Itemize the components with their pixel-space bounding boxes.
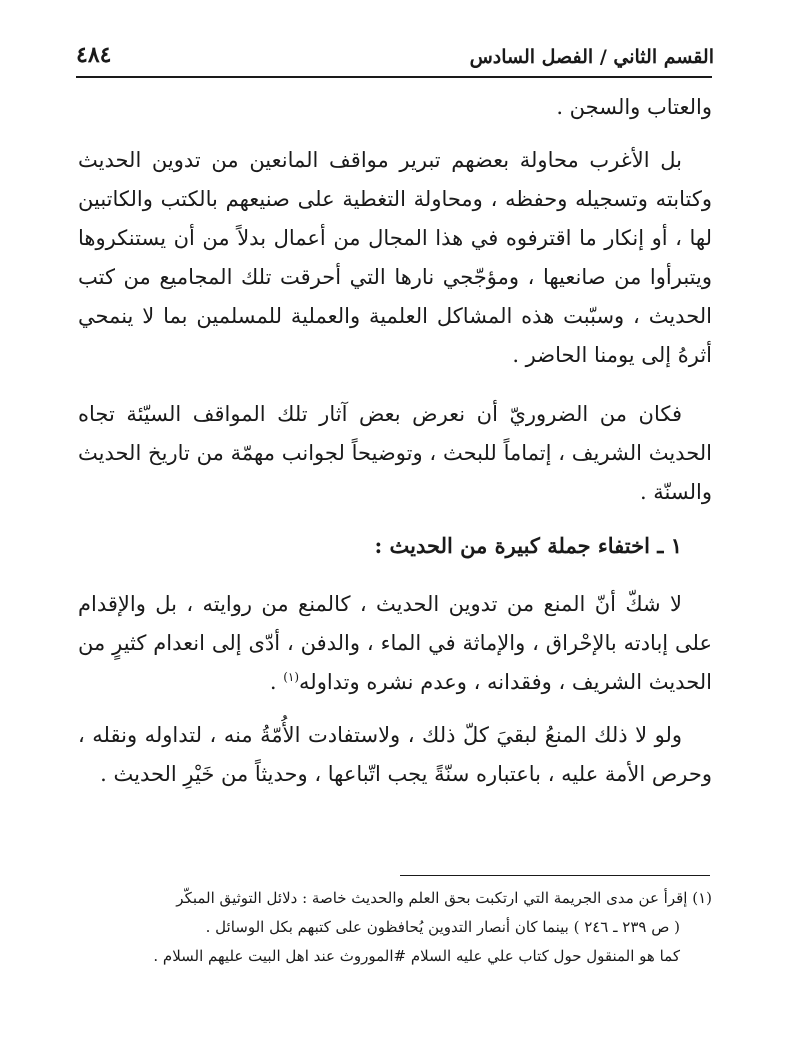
paragraph: فكان من الضروريّ أن نعرض بعض آثار تلك المواقف السيّئة تجاه الحديث الشريف ، إتماماً للبحث ، وتوضيحاً لجوانب مهمّة من تاريخ الحديث والسنّة . <box>78 402 712 504</box>
footnote-rule <box>400 875 710 876</box>
paragraph-text: لا شكّ أنّ المنع من تدوين الحديث ، كالمنع من روايته ، بل والإقدام على إبادته بالإحْراق ، والإماثة في الماء ، والدفن ، أدّى إلى انعدام كثيرٍ من الحديث الشريف ، وفقدانه ، وعدم نشره وتداوله <box>78 592 712 694</box>
running-head <box>76 30 714 68</box>
body-text <box>78 88 712 814</box>
paragraph: بل الأغرب محاولة بعضهم تبرير مواقف المانعين من تدوين الحديث وكتابته وتسجيله وحفظه ، ومحاولة التغطية على صنيعهم بالكتب والكاتبين لها ، أو إنكار ما اقترفوه في هذا المجال من أعمال بدلاً من أن يستنكروها ويتبرأوا من صانعيها ، ومؤجّجي نارها التي أحرقت تلك المجاميع من كتب الحديث ، وسبّبت هذه المشاكل العلمية والعملية للمسلمين بما لا ينمحي أثرهُ إلى يومنا الحاضر . <box>78 148 712 367</box>
paragraph-end: . <box>269 670 284 694</box>
footnote-line: (١) إقرأ عن مدى الجريمة التي ارتكبت بحق العلم والحديث خاصة : دلائل التوثيق المبكّر <box>176 889 712 907</box>
section-title: القسم الثاني / الفصل السادس <box>469 46 714 68</box>
footnote-line: كما هو المنقول حول كتاب علي عليه السلام #الموروث عند اهل البيت عليهم السلام . <box>153 947 680 965</box>
footnote-line: ( ص ٢٣٩ ـ ٢٤٦ ) بينما كان أنصار التدوين يُحافظون على كتبهم بكل الوسائل . <box>205 918 680 936</box>
footnote-reference[interactable]: (١) <box>283 670 300 684</box>
paragraph <box>78 585 712 702</box>
section-heading: ١ ـ اختفاء جملة كبيرة من الحديث : <box>374 533 682 558</box>
footnotes <box>80 884 712 971</box>
header-rule <box>76 76 712 78</box>
page-number: ٤٨٤ <box>76 42 112 68</box>
paragraph: ولو لا ذلك المنعُ لبقيَ كلّ ذلك ، ولاستفادت الأُمّةُ منه ، لتداوله ونقله ، وحرص الأمة عليه ، باعتباره سنّةً يجب اتّباعها ، وحديثاً من خَيْرِ الحديث . <box>78 723 712 786</box>
paragraph-continuation: والعتاب والسجن . <box>556 95 712 119</box>
